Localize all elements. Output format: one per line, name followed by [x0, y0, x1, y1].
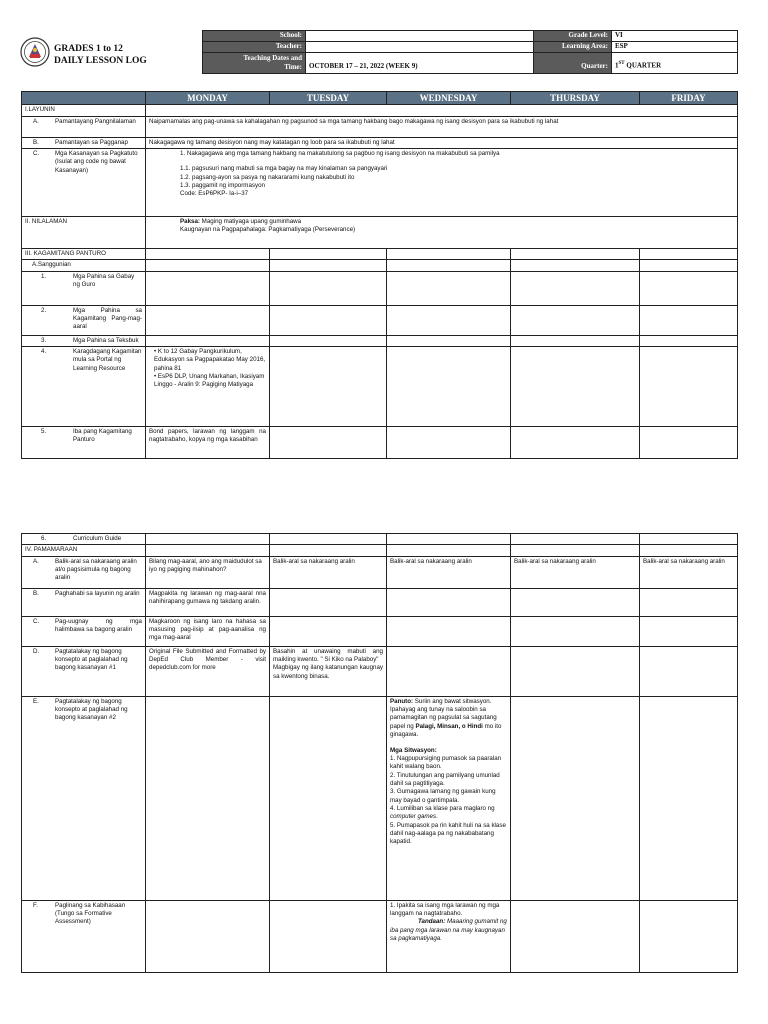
empty-cell	[387, 534, 511, 545]
row-gabay-ng-guro	[22, 271, 146, 305]
sitwasyon-3: 3. Gumagawa lamang ng gawain kung may bayad o gantimpala.	[390, 788, 496, 804]
mga-sitwasyon-label: Mga Sitwasyon:	[390, 746, 437, 754]
empty-cell	[640, 335, 738, 346]
empty-cell	[640, 260, 738, 271]
balik-aral-wednesday: Balik-aral sa nakaraang aralin	[387, 556, 511, 588]
empty-cell	[511, 616, 640, 646]
empty-cell	[640, 248, 738, 259]
learning-area-label: Learning Area:	[534, 42, 612, 53]
empty-cell	[640, 616, 738, 646]
empty-cell	[640, 305, 738, 335]
empty-cell	[387, 588, 511, 616]
nilalaman-value	[146, 216, 738, 248]
empty-cell	[270, 426, 387, 458]
teacher-label: Teacher:	[203, 42, 306, 53]
katanungan-instruction: Magbigay ng ilang katanungan kaugnay sa kwentong binasa.	[273, 664, 383, 680]
row-sanggunian: A.Sanggunian	[22, 260, 146, 271]
empty-cell	[270, 534, 387, 545]
row-number: 5.	[41, 427, 47, 435]
row-number: 1.	[41, 272, 47, 280]
balik-aral-tuesday: Balik-aral sa nakaraang aralin	[270, 556, 387, 588]
paglinang-instruction: 1. Ipakita sa isang mga larawan ng mga langgam na nagtatrabaho.	[390, 901, 500, 918]
row-label: Paghahabi sa layunin ng aralin	[55, 589, 140, 597]
sitwasyon-4-text: 4. Lumiliban sa klase para maglaro ng	[390, 805, 495, 813]
kasanayan-line-3: 1.2. pagsang-ayon sa pasya ng nakararami kung nakabubuti ito	[180, 173, 355, 181]
teaching-dates-label-1: Teaching Dates and	[243, 54, 302, 62]
kaugnayan-na-pagpapahalaga: Kaugnayan na Pagpapahalaga: Pagkamatiyaga (Perseverance)	[180, 226, 356, 234]
tandaan-text: Maaaring gumamit ng iba pang mga larawan na may kaugnayan sa pagkamatiyaga.	[390, 918, 507, 943]
deped-seal-logo	[20, 37, 50, 67]
row-pamantayang-pangnilalaman	[22, 116, 146, 137]
empty-cell	[270, 260, 387, 271]
day-wednesday: WEDNESDAY	[387, 92, 511, 105]
row-iba-pang-kagamitan	[22, 426, 146, 458]
quarter-number: 1	[615, 61, 619, 70]
row-number: 4.	[41, 347, 47, 355]
balik-aral-thursday: Balik-aral sa nakaraang aralin	[511, 556, 640, 588]
row-number: 6.	[41, 535, 47, 542]
learning-area-value: ESP	[612, 42, 738, 53]
empty-cell	[640, 545, 738, 556]
sitwasyon-2: 2. Tinutulungan ang pamilyang umunlad dahil sa pagtitiyaga.	[390, 771, 500, 787]
tandaan-label: Tandaan:	[418, 918, 446, 926]
empty-cell	[511, 426, 640, 458]
quarter-value	[612, 53, 738, 74]
iba-pang-kagamitan-value: Bond papers, larawan ng langgam na nagtatrabaho, kopya ng mga kasabihan	[146, 426, 270, 458]
row-number: F.	[33, 901, 38, 909]
panuto-end: mo ito ginagawa.	[390, 722, 502, 739]
empty-cell	[270, 696, 387, 900]
row-paglinang-sa-kabihasaan	[22, 900, 146, 972]
kasanayan-line-2: 1.1. pagsusuri nang mabuti sa mga bagay na may kinalaman sa pangyayari	[180, 165, 388, 173]
empty-cell	[511, 900, 640, 972]
empty-cell	[640, 534, 738, 545]
paghahabi-monday: Magpakita ng larawan ng mag-aaral nna nahihirapang gumawa ng takdang aralin.	[146, 588, 270, 616]
karagdagang-kagamitan-value	[146, 346, 270, 426]
panuto-choices: Palagi, Minsan, o Hindi	[415, 722, 483, 730]
pagtatalakay-2-wednesday	[387, 696, 511, 900]
corner-cell	[22, 92, 146, 105]
empty-cell	[387, 271, 511, 305]
empty-cell	[270, 588, 387, 616]
row-teksbuk	[22, 335, 146, 346]
row-label: Karagdagang Kagamitan mula sa Portal ng Learning Resource	[73, 347, 142, 372]
empty-cell	[387, 646, 511, 696]
row-pag-uugnay	[22, 616, 146, 646]
empty-cell	[146, 335, 270, 346]
empty-cell	[146, 305, 270, 335]
section-pamamaraan: IV. PAMAMARAAN	[22, 545, 146, 556]
row-balik-aral	[22, 556, 146, 588]
teaching-dates-label-2: Time:	[284, 63, 302, 71]
empty-cell	[640, 588, 738, 616]
row-pagtatalakay-1	[22, 646, 146, 696]
empty-cell	[146, 248, 270, 259]
row-number: C.	[33, 617, 40, 625]
grade-level-label: Grade Level:	[534, 31, 612, 42]
row-curriculum-guide	[22, 534, 146, 545]
row-label: Mga Pahina sa Kagamitang Pang-mag-aaral	[73, 306, 142, 331]
row-label: Pagtatalakay ng bagong konsepto at paglalahad ng bagong kasanayan #2	[55, 697, 128, 722]
empty-cell	[640, 426, 738, 458]
empty-cell	[270, 346, 387, 426]
empty-cell	[640, 696, 738, 900]
empty-cell	[511, 346, 640, 426]
empty-cell	[146, 260, 270, 271]
school-value	[306, 31, 534, 42]
row-paghahabi	[22, 588, 146, 616]
empty-cell	[511, 534, 640, 545]
section-kagamitang-panturo: III. KAGAMITANG PANTURO	[22, 248, 146, 259]
pamantayan-sa-pagganap-value: Nakagagawa ng tamang desisyon nang may katatagan ng loob para sa ikabubuti ng lahat	[146, 137, 738, 148]
empty-cell	[146, 900, 270, 972]
empty-cell	[387, 426, 511, 458]
section-layunin-blank	[146, 105, 738, 116]
empty-cell	[146, 271, 270, 305]
paksa-value: Maging matiyaga upang guminhawa	[199, 217, 302, 225]
empty-cell	[387, 335, 511, 346]
day-friday: FRIDAY	[640, 92, 738, 105]
empty-cell	[270, 900, 387, 972]
sitwasyon-4-end: .	[436, 813, 438, 821]
row-number: E.	[33, 697, 39, 705]
pagtatalakay-1-tuesday	[270, 646, 387, 696]
row-number: C.	[33, 149, 40, 157]
empty-cell	[511, 305, 640, 335]
day-thursday: THURSDAY	[511, 92, 640, 105]
empty-cell	[387, 305, 511, 335]
mga-kasanayan-value	[146, 148, 738, 216]
lesson-log-table-part-1	[21, 91, 738, 459]
empty-cell	[270, 248, 387, 259]
row-kagamitang-pang-mag-aaral	[22, 305, 146, 335]
row-label: Mga Pahina sa Teksbuk	[73, 336, 139, 344]
teacher-value	[306, 42, 534, 53]
empty-cell	[146, 696, 270, 900]
empty-cell	[511, 260, 640, 271]
empty-cell	[270, 335, 387, 346]
empty-cell	[270, 305, 387, 335]
resource-item-1: • K to 12 Gabay Pangkurikulum, Edukasyon sa Pagpapakatao May 2016, pahina 81	[154, 347, 266, 372]
empty-cell	[511, 588, 640, 616]
kasanayan-line-4: 1.3. paggamit ng impormasyon	[180, 181, 265, 189]
day-tuesday: TUESDAY	[270, 92, 387, 105]
sitwasyon-1: 1. Nagpupursiging pumasok sa paaralan kahit walang baon.	[390, 754, 502, 771]
teaching-dates-label	[203, 53, 306, 74]
panuto-text: Suriin ang bawat sitwasyon. Ipahayag ang tunay na saloobin sa pamamagitan ng pagsulat sa sagutang papel ng	[390, 697, 497, 730]
row-label: Curriculum Guide	[73, 535, 122, 542]
row-label: Balik-aral sa nakaraang aralin at/o pagsisimula ng bagong aralin	[55, 557, 137, 582]
empty-cell	[640, 271, 738, 305]
empty-cell	[387, 346, 511, 426]
row-label: Mga Kasanayan sa Pagkatuto	[55, 149, 138, 157]
header-info-table	[202, 30, 738, 74]
empty-cell	[511, 271, 640, 305]
pamantayang-pangnilalaman-value: Naipamamalas ang pag-unawa sa kahalagahan ng pagsunod sa mga tamang hakbang bago makagawa ng isang desisyon para sa ikabubuti ng lahat	[146, 116, 738, 137]
row-sublabel: (Isulat ang code ng bawat Kasanayan)	[55, 158, 126, 174]
resource-item-2: • EsP6 DLP, Unang Markahan, Ikasiyam Linggo - Aralin 9: Pagiging Matiyaga	[154, 373, 265, 389]
teaching-dates-value: OCTOBER 17 – 21, 2022 (WEEK 9)	[306, 53, 534, 74]
kwento-instruction: Basahin at unawaing mabuti ang maikling kwento. " Si Kiko na Palaboy"	[273, 647, 383, 664]
empty-cell	[640, 900, 738, 972]
paksa-label: Paksa:	[180, 217, 200, 225]
row-label: Pamantayan sa Pagganap	[55, 138, 128, 146]
school-label: School:	[203, 31, 306, 42]
empty-cell	[511, 248, 640, 259]
quarter-label: Quarter:	[534, 53, 612, 74]
grade-level-value: VI	[612, 31, 738, 42]
row-label: Pag-uugnay ng mga halimbawa sa bagong aralin	[55, 617, 142, 634]
row-pagtatalakay-2	[22, 696, 146, 900]
lesson-log-table-part-2	[21, 533, 738, 973]
empty-cell	[511, 545, 640, 556]
pag-uugnay-monday: Magkaroon ng isang laro na hahasa sa masusing pag-iisip at pag-aanalisa ng mga mag-aaral	[146, 616, 270, 646]
section-nilalaman: II. NILALAMAN	[22, 216, 146, 248]
sitwasyon-4	[390, 805, 507, 822]
quarter-word: QUARTER	[624, 61, 662, 70]
section-layunin: I.LAYUNIN	[22, 105, 146, 116]
row-pamantayan-sa-pagganap	[22, 137, 146, 148]
sitwasyon-4-italic: computer games	[390, 813, 437, 821]
empty-cell	[640, 346, 738, 426]
document-title	[54, 43, 147, 67]
title-line-2: DAILY LESSON LOG	[54, 56, 147, 66]
balik-aral-monday: Bilang mag-aaral, ano ang maidudulot sa iyo ng pagiging mahinahon?	[146, 556, 270, 588]
empty-cell	[640, 646, 738, 696]
empty-cell	[270, 616, 387, 646]
empty-cell	[387, 616, 511, 646]
row-karagdagang-kagamitan	[22, 346, 146, 426]
empty-cell	[387, 248, 511, 259]
row-label: Mga Pahina sa Gabay ng Guro	[73, 272, 135, 288]
empty-cell	[146, 545, 270, 556]
empty-cell	[511, 696, 640, 900]
empty-cell	[146, 534, 270, 545]
empty-cell	[387, 260, 511, 271]
empty-cell	[511, 646, 640, 696]
quarter-superscript: ST	[618, 61, 625, 67]
sitwasyon-5: 5. Pumapasok pa rin kahit huli na sa klase dahil nag-aalaga pa ng nakababatang kapatid.	[390, 821, 506, 846]
kasanayan-code: Code: EsP6PKP- Ia-i–37	[180, 190, 249, 198]
row-number: B.	[33, 589, 39, 597]
empty-cell	[270, 545, 387, 556]
row-label: Iba pang Kagamitang Panturo	[73, 427, 132, 444]
pagtatalakay-1-monday: Original File Submitted and Formatted by DepEd Club Member - visit depedclub.com for more	[146, 646, 270, 696]
row-number: A.	[33, 557, 39, 565]
row-number: B.	[33, 138, 39, 146]
row-number: 2.	[41, 306, 47, 314]
title-line-1: GRADES 1 to 12	[54, 44, 123, 54]
empty-cell	[270, 271, 387, 305]
empty-cell	[387, 545, 511, 556]
balik-aral-friday: Balik-aral sa nakaraang aralin	[640, 556, 738, 588]
row-number: A.	[33, 117, 39, 125]
row-number: D.	[33, 647, 40, 655]
paglinang-wednesday	[387, 900, 511, 972]
row-label: Pamantayang Pangnilalaman	[55, 117, 136, 125]
row-label: Paglinang sa Kabihasaan (Tungo sa Formative Assessment)	[55, 901, 126, 926]
row-number: 3.	[41, 336, 47, 344]
day-monday: MONDAY	[146, 92, 270, 105]
panuto-label: Panuto:	[390, 697, 414, 705]
kasanayan-line-1: 1. Nakagagawa ang mga tamang hakbang na makatutulong sa pagbuo ng isang desisyon na makabubuti sa pamilya	[180, 149, 500, 157]
row-label: Pagtatalakay ng bagong konsepto at paglalahad ng bagong kasanayan #1	[55, 647, 128, 672]
empty-cell	[511, 335, 640, 346]
row-mga-kasanayan	[22, 148, 146, 216]
